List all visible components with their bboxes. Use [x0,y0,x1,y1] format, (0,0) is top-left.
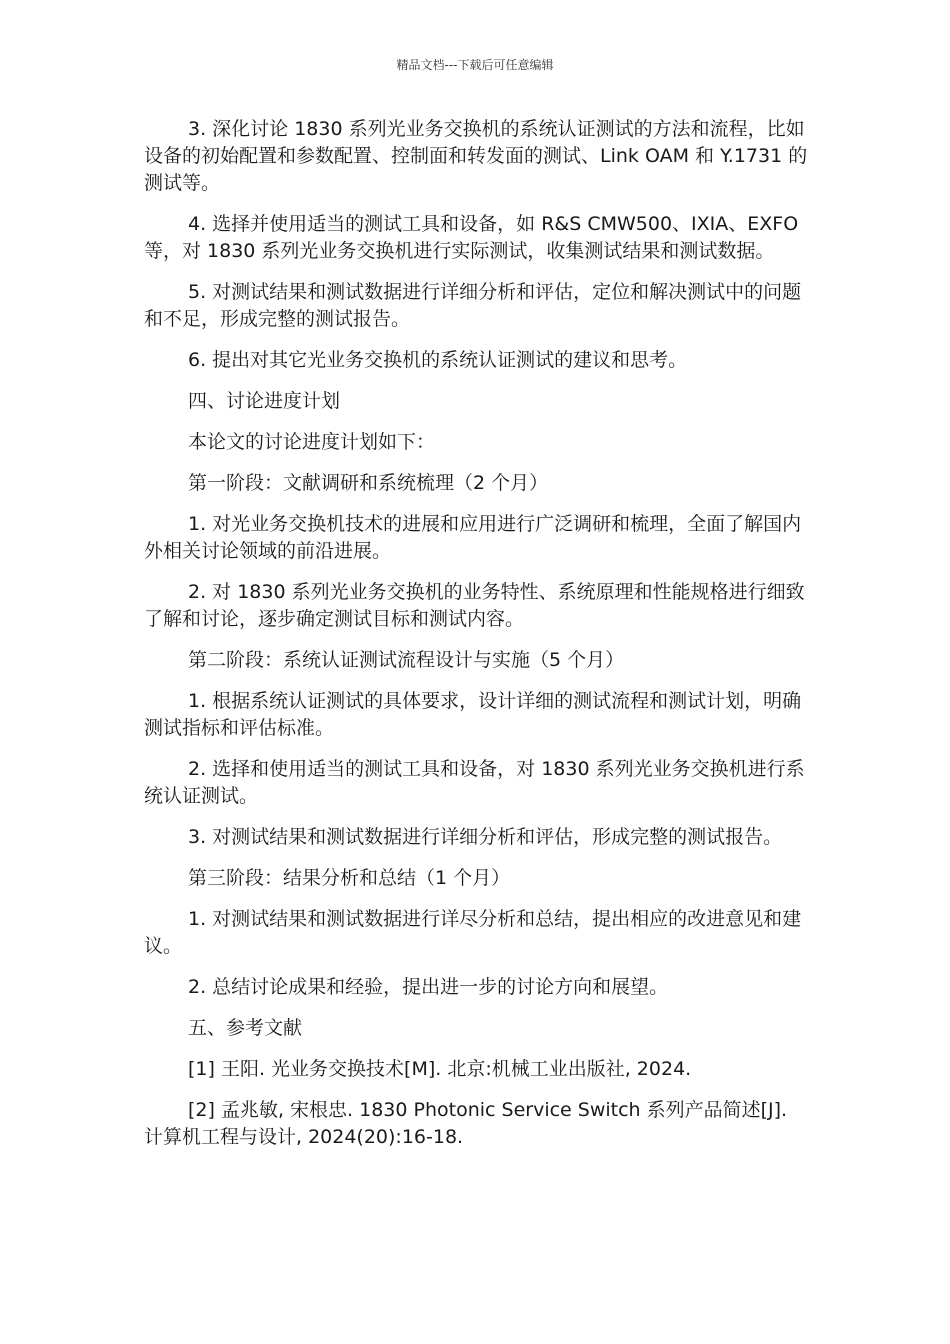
page-header: 精品文档---下载后可任意编辑 [396,58,554,72]
paragraph-item-4: 4. 选择并使用适当的测试工具和设备，如 R&S CMW500、IXIA、EXFO 等，对 1830 系列光业务交换机进行实际测试，收集测试结果和测试数据。 [144,213,799,262]
reference-item-2: [2] 孟兆敏, 宋根忠. 1830 Photonic Service Switch 系列产品简述[J]. 计算机工程与设计, 2024(20):16-18. [144,1099,788,1148]
phase-one-item-2: 2. 对 1830 系列光业务交换机的业务特性、系统原理和性能规格进行细致了解和讨论，逐步确定测试目标和测试内容。 [144,581,805,630]
document-body [144,116,808,1165]
paragraph-item-3: 3. 深化讨论 1830 系列光业务交换机的系统认证测试的方法和流程，比如设备的初始配置和参数配置、控制面和转发面的测试、Link OAM 和 Y.1731 的测试等。 [144,118,808,194]
phase-two-item-1: 1. 根据系统认证测试的具体要求，设计详细的测试流程和测试计划，明确测试指标和评估标准。 [144,690,802,739]
phase-three-heading: 第三阶段：结果分析和总结（1 个月） [188,867,511,889]
paragraph-item-5: 5. 对测试结果和测试数据进行详细分析和评估，定位和解决测试中的问题和不足，形成完整的测试报告。 [144,281,802,330]
phase-three-item-1: 1. 对测试结果和测试数据进行详尽分析和总结，提出相应的改进意见和建议。 [144,908,802,957]
phase-two-heading: 第二阶段：系统认证测试流程设计与实施（5 个月） [188,649,625,671]
paragraph-item-6: 6. 提出对其它光业务交换机的系统认证测试的建议和思考。 [188,349,688,371]
phase-one-item-1: 1. 对光业务交换机技术的进展和应用进行广泛调研和梳理，全面了解国内外相关讨论领域的前沿进展。 [144,513,802,562]
phase-two-item-3: 3. 对测试结果和测试数据进行详细分析和评估，形成完整的测试报告。 [188,826,783,848]
section-heading-schedule: 四、讨论进度计划 [188,390,341,412]
reference-item-1: [1] 王阳. 光业务交换技术[M]. 北京:机械工业出版社, 2024. [188,1058,692,1080]
phase-one-heading: 第一阶段：文献调研和系统梳理（2 个月） [188,472,549,494]
section-heading-references: 五、参考文献 [188,1017,303,1039]
phase-three-item-2: 2. 总结讨论成果和经验，提出进一步的讨论方向和展望。 [188,976,669,998]
phase-two-item-2: 2. 选择和使用适当的测试工具和设备，对 1830 系列光业务交换机进行系统认证测试。 [144,758,805,807]
schedule-intro: 本论文的讨论进度计划如下： [188,431,436,453]
